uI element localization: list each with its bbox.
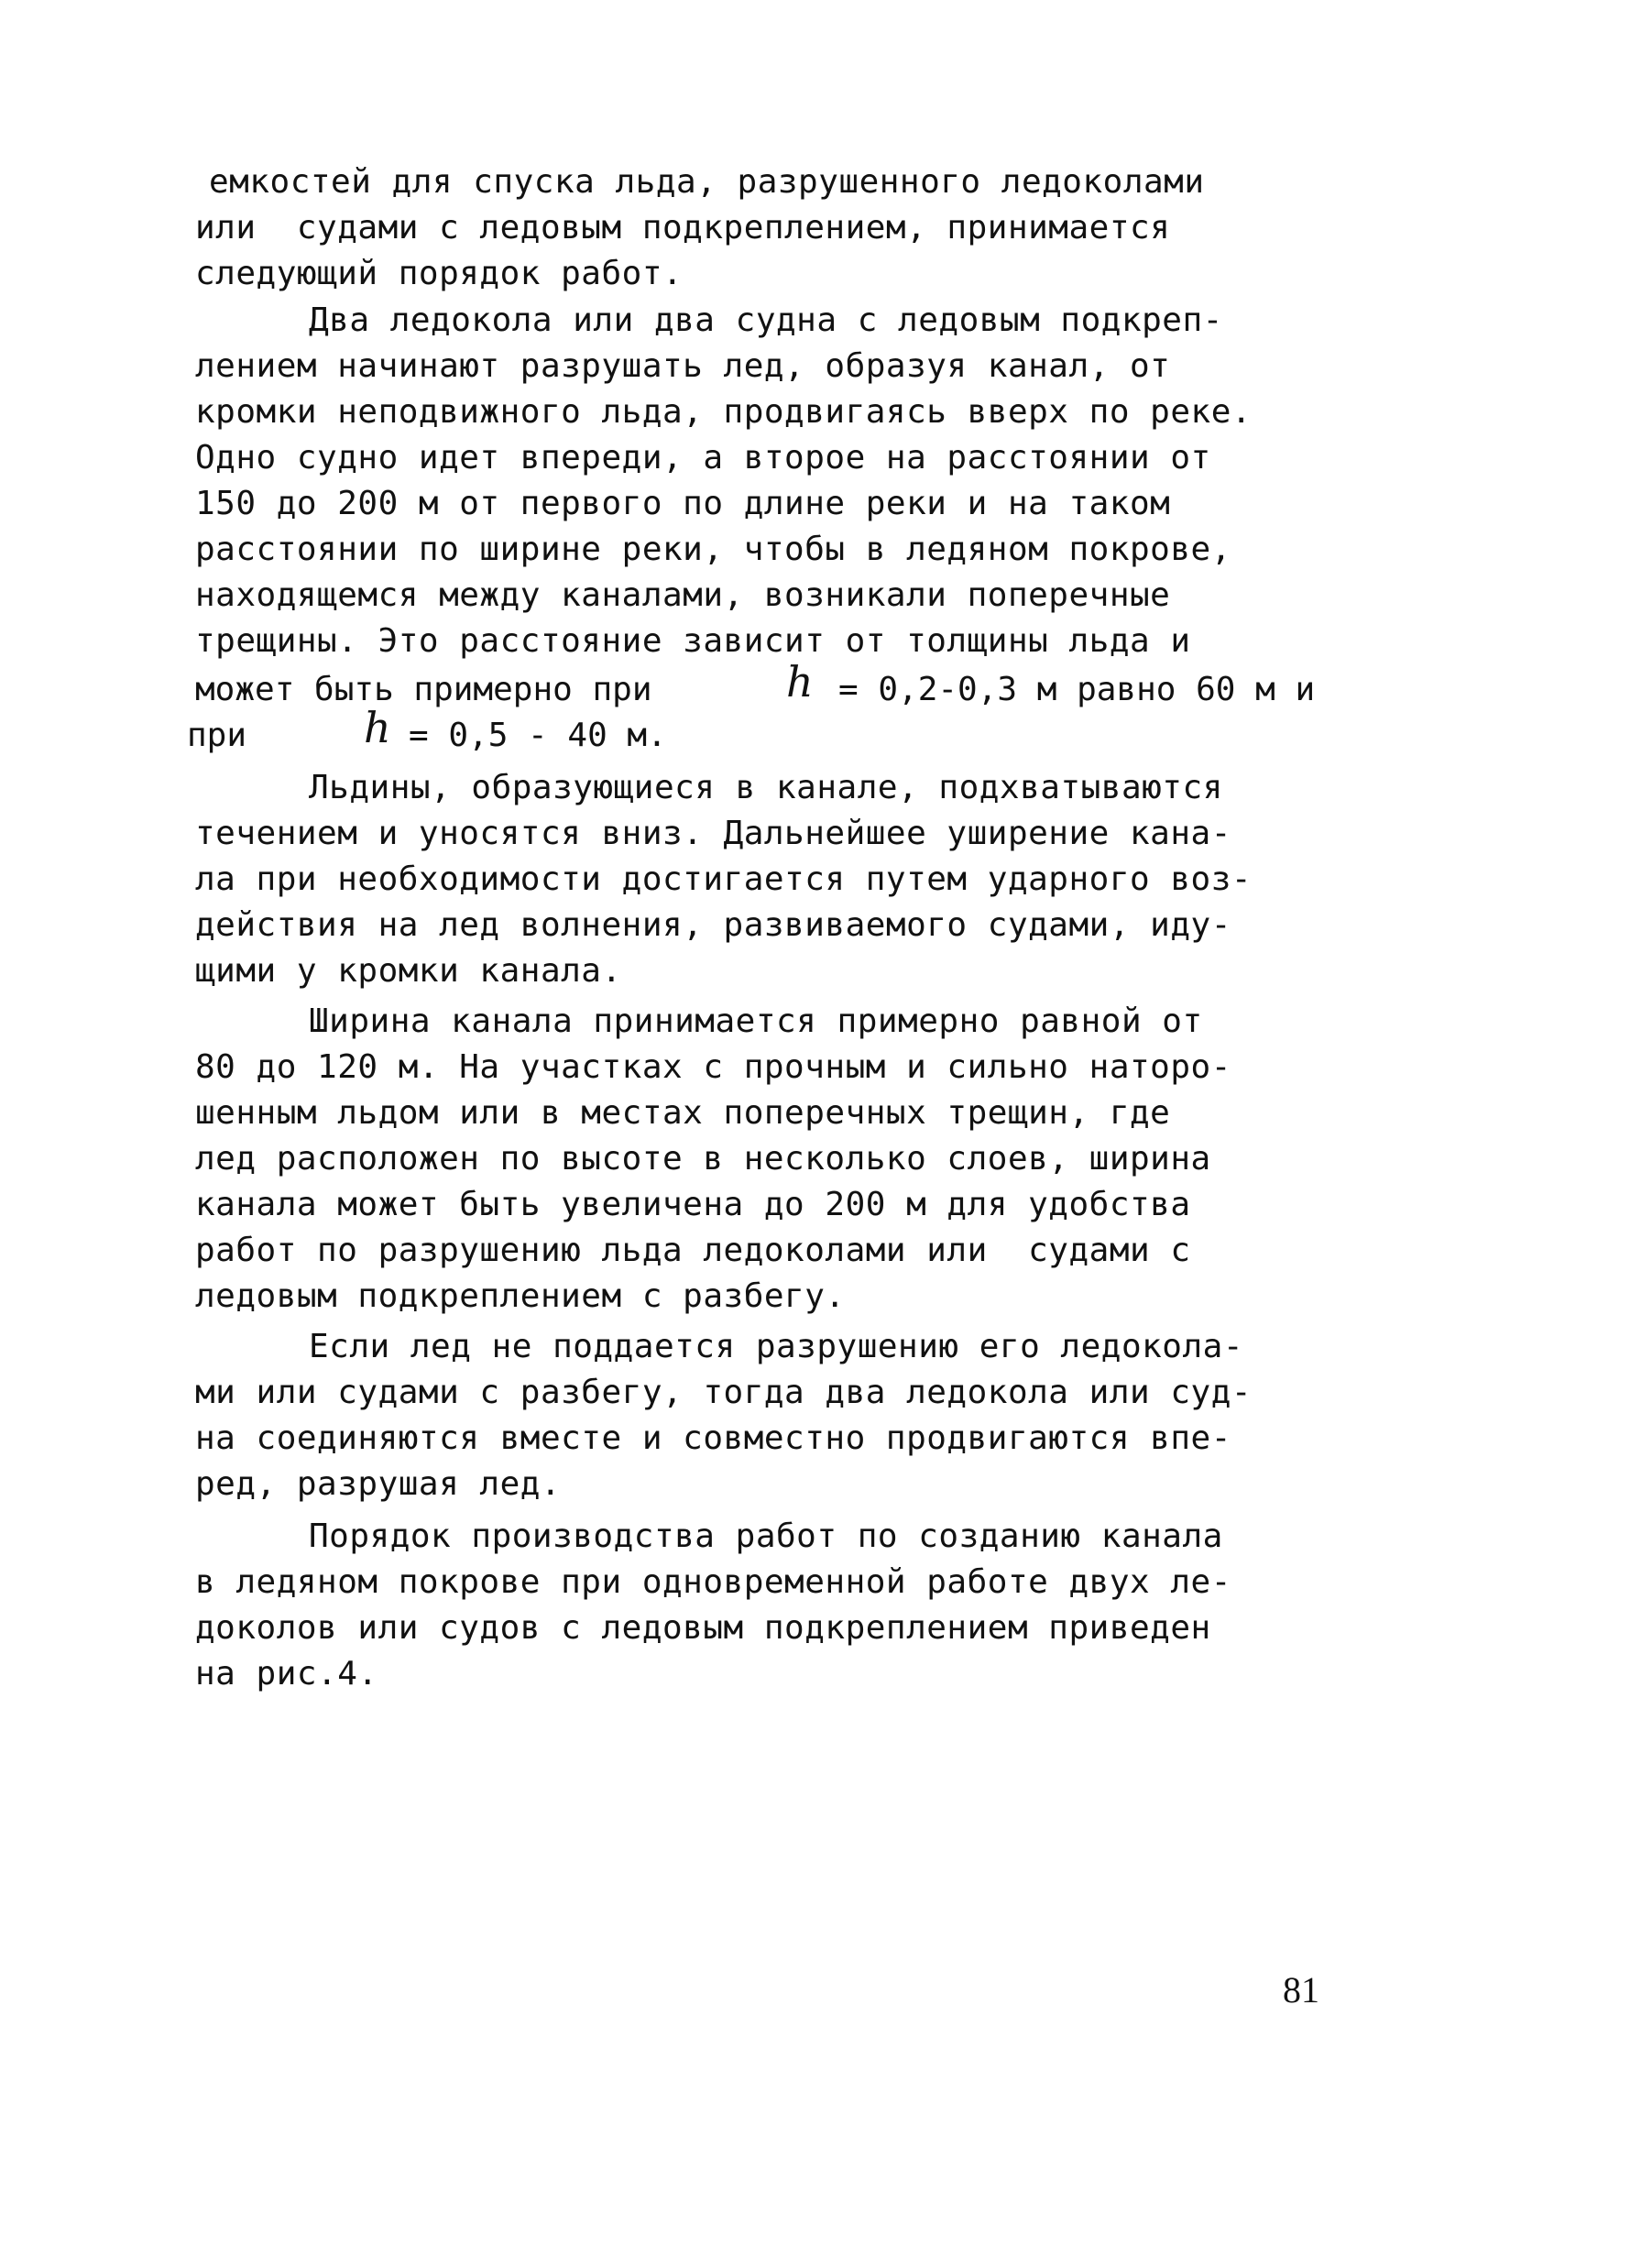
- text-line: следующий порядок работ.: [195, 255, 684, 292]
- text-line: доколов или судов с ледовым подкреплением приведен: [195, 1609, 1211, 1647]
- formula-text-after: = 0,2-0,3 м равно 60 м и: [838, 671, 1316, 708]
- text-line: лением начинают разрушать лед, образуя канал, от: [195, 347, 1171, 385]
- text-line: шенным льдом или в местах поперечных трещин, где: [195, 1094, 1171, 1132]
- text-line: на соединяются вместе и совместно продвигаются впе-: [195, 1419, 1231, 1457]
- text-line: ла при необходимости достигается путем ударного воз-: [195, 860, 1253, 898]
- height-symbol: h: [364, 703, 391, 752]
- text-line: Если лед не поддается разрушению его ледокола-: [309, 1328, 1243, 1365]
- text-line: ред, разрушая лед.: [195, 1465, 562, 1503]
- text-line: трещины. Это расстояние зависит от толщины льда и: [195, 622, 1191, 660]
- text-line: ледовым подкреплением с разбегу.: [195, 1277, 846, 1315]
- text-line: работ по разрушению льда ледоколами или судами с: [195, 1232, 1191, 1269]
- text-line: Порядок производства работ по созданию канала: [309, 1517, 1223, 1555]
- text-line: лед расположен по высоте в несколько слоев, ширина: [195, 1140, 1211, 1178]
- page-number: 81: [1283, 1969, 1319, 2010]
- text-line: канала может быть увеличена до 200 м для удобства: [195, 1186, 1191, 1223]
- text-line: на рис.4.: [195, 1655, 378, 1693]
- text-line: емкостей для спуска льда, разрушенного ледоколами: [209, 163, 1205, 201]
- height-symbol: h: [786, 657, 814, 707]
- text-line: действия на лед волнения, развиваемого судами, иду-: [195, 906, 1231, 944]
- text-line: Ширина канала принимается примерно равной от: [309, 1002, 1203, 1040]
- formula-text-before: может быть примерно при: [195, 671, 652, 708]
- text-line: щими у кромки канала.: [195, 952, 622, 990]
- text-line: находящемся между каналами, возникали поперечные: [195, 576, 1171, 614]
- formula-text-before: при: [187, 717, 247, 754]
- text-line: Льдины, образующиеся в канале, подхватываются: [309, 769, 1223, 806]
- text-line: или судами с ледовым подкреплением, принимается: [195, 209, 1171, 247]
- text-line: 80 до 120 м. На участках с прочным и сильно натoро-: [195, 1048, 1231, 1086]
- text-line: Два ледокола или два судна с ледовым подкреп-: [309, 301, 1223, 339]
- text-line: 150 до 200 м от первого по длине реки и на таком: [195, 485, 1171, 522]
- formula-text-after: = 0,5 - 40 м.: [409, 717, 667, 754]
- text-line: ми или судами с разбегу, тогда два ледокола или суд-: [195, 1374, 1253, 1411]
- text-line: течением и уносятся вниз. Дальнейшее уширение кана-: [195, 815, 1231, 852]
- text-line: расстоянии по ширине реки, чтобы в ледяном покрове,: [195, 531, 1231, 568]
- text-line: кромки неподвижного льда, продвигаясь вверх по реке.: [195, 393, 1253, 431]
- text-line: в ледяном покрове при одновременной работе двух ле-: [195, 1563, 1231, 1601]
- text-line: Одно судно идет впереди, а второе на расстоянии от: [195, 439, 1211, 477]
